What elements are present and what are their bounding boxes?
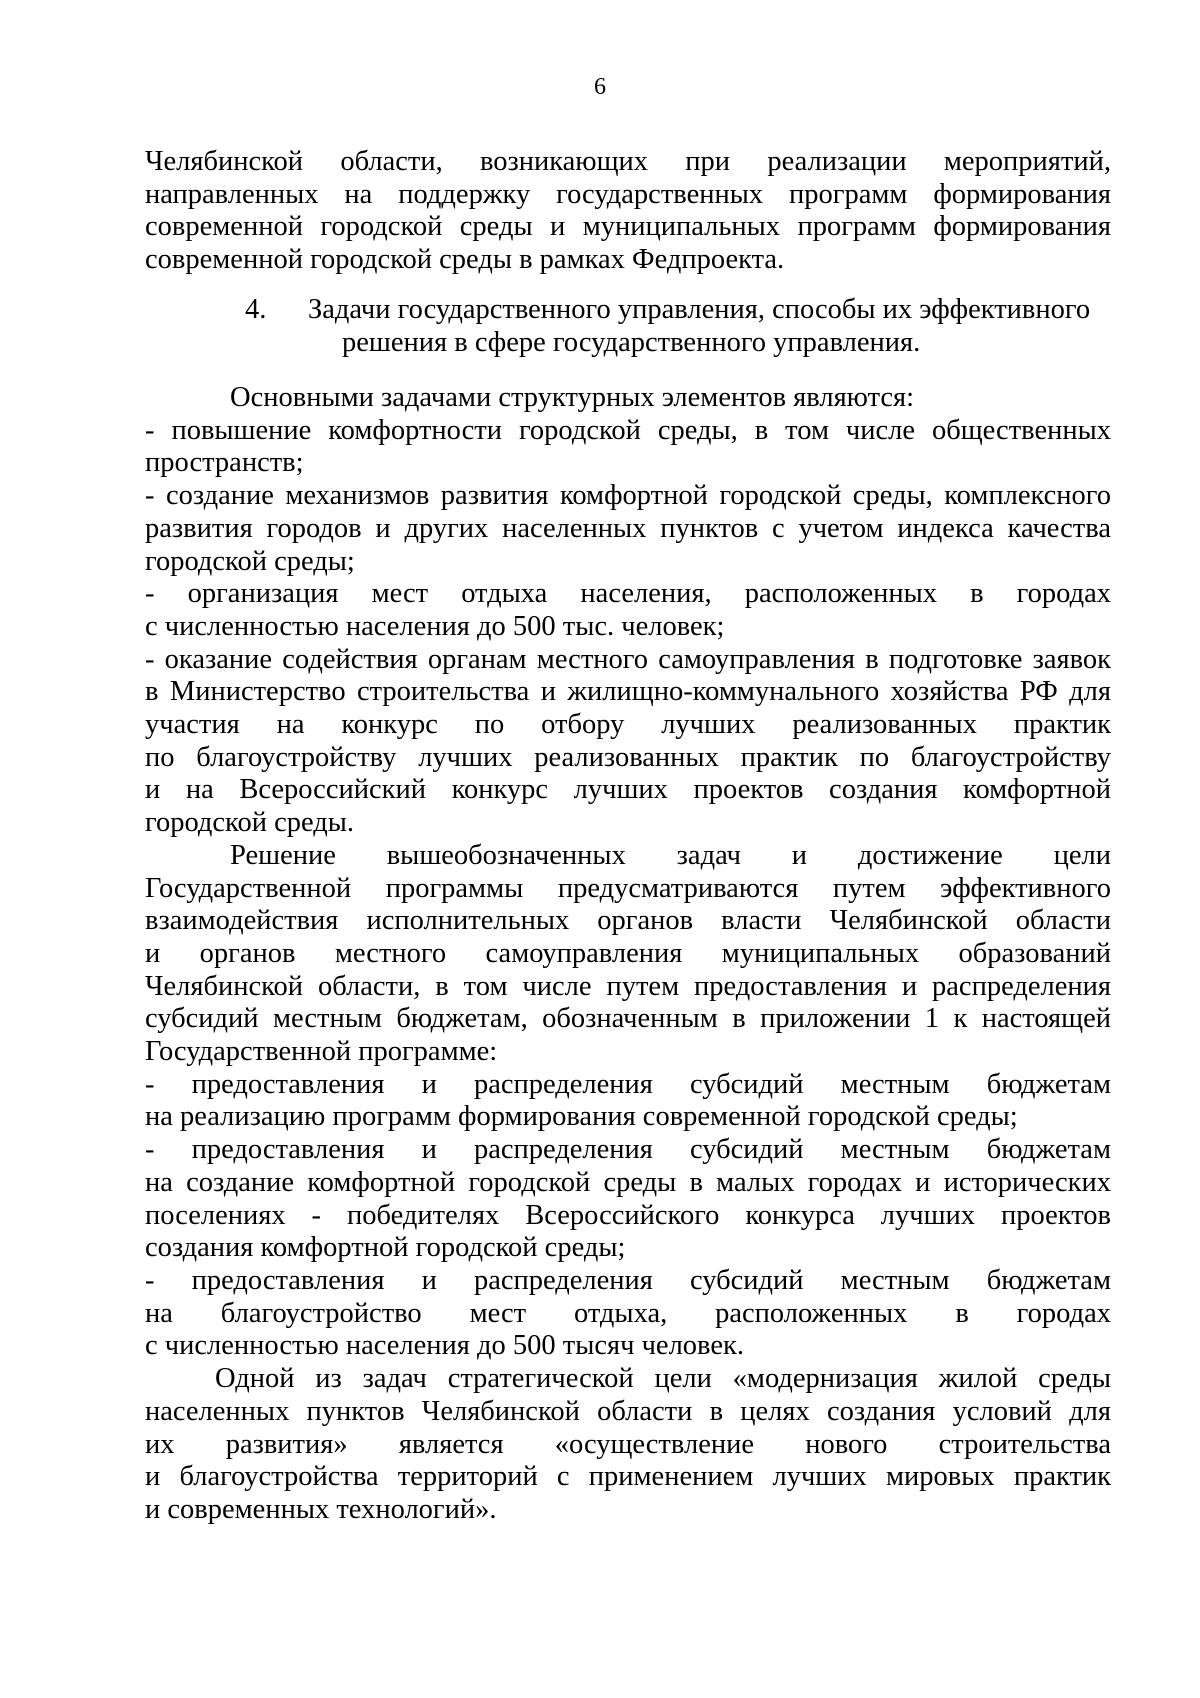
text-line: и благоустройства территорий с применением лучших мировых практик [145, 1461, 1111, 1493]
section-heading [245, 294, 1105, 359]
text-line: на реализацию программ формирования современной городской среды; [145, 1101, 1018, 1133]
text-line: и на Всероссийский конкурс лучших проектов создания комфортной [145, 774, 1111, 806]
text-line: городской среды; [145, 545, 355, 577]
text-line: поселениях - победителях Всероссийского конкурса лучших проектов [145, 1199, 1111, 1231]
intro-paragraph [145, 146, 1111, 277]
text-line: - предоставления и распределения субсидий местным бюджетам [145, 1264, 1111, 1296]
text-line: - создание механизмов развития комфортной городской среды, комплексного [145, 480, 1111, 512]
section-title-line-2: решения в сфере государственного управления. [342, 326, 921, 358]
text-line: по благоустройству лучших реализованных практик по благоустройству [145, 741, 1111, 773]
text-line: Государственной программы предусматриваются путем эффективного [145, 872, 1111, 904]
text-line: пространств; [145, 447, 304, 479]
text-line: и современных технологий». [145, 1493, 497, 1525]
text-line: - повышение комфортности городской среды, в том числе общественных [145, 414, 1111, 446]
solution-first-line: Решение вышеобозначенных задач и достижение цели [230, 839, 1111, 871]
text-line: на создание комфортной городской среды в малых городах и исторических [145, 1166, 1111, 1198]
text-line: взаимодействия исполнительных органов власти Челябинской области [145, 905, 1111, 937]
text-line: субсидий местным бюджетам, обозначенным в приложении 1 к настоящей [145, 1003, 1111, 1035]
page-number: 6 [594, 74, 606, 100]
text-line: современной городской среды и муниципальных программ формирования [145, 211, 1111, 243]
text-line: участия на конкурс по отбору лучших реализованных практик [145, 709, 1111, 741]
tasks-lead: Основными задачами структурных элементов являются: [230, 382, 915, 413]
text-line: Государственной программе: [145, 1036, 498, 1068]
text-line: направленных на поддержку государственных программ формирования [145, 178, 1111, 210]
text-line: Челябинской области, возникающих при реализации мероприятий, [145, 146, 1111, 177]
section-number: 4. [245, 294, 267, 325]
text-line: - оказание содействия органам местного самоуправления в подготовке заявок [145, 643, 1111, 675]
text-line: - организация мест отдыха населения, расположенных в городах [145, 578, 1111, 610]
section-heading-line [245, 294, 1105, 327]
text-line: - предоставления и распределения субсидий местным бюджетам [145, 1134, 1111, 1166]
text-line: развития городов и других населенных пунктов с учетом индекса качества [145, 512, 1111, 544]
text-line: на благоустройство мест отдыха, расположенных в городах [145, 1297, 1111, 1329]
section-title-line-1: Задачи государственного управления, способы их эффективного [308, 294, 1091, 325]
text-line: и органов местного самоуправления муниципальных образований [145, 937, 1111, 969]
text-line: современной городской среды в рамках Федпроекта. [145, 244, 785, 276]
tasks-block [145, 382, 1111, 1527]
text-line: в Министерство строительства и жилищно-коммунального хозяйства РФ для [145, 676, 1111, 708]
text-line: Челябинской области, в том числе путем предоставления и распределения [145, 970, 1111, 1002]
text-line: с численностью населения до 500 тыс. человек; [145, 610, 725, 642]
text-line: городской среды. [145, 807, 355, 839]
text-line: населенных пунктов Челябинской области в целях создания условий для [145, 1395, 1111, 1427]
goal-first-line: Одной из задач стратегической цели «модернизация жилой среды [215, 1363, 1111, 1395]
text-line: - предоставления и распределения субсидий местным бюджетам [145, 1068, 1111, 1100]
text-line: создания комфортной городской среды; [145, 1232, 626, 1264]
text-line: их развития» является «осуществление нового строительства [145, 1428, 1111, 1460]
text-line: с численностью населения до 500 тысяч человек. [145, 1330, 744, 1362]
